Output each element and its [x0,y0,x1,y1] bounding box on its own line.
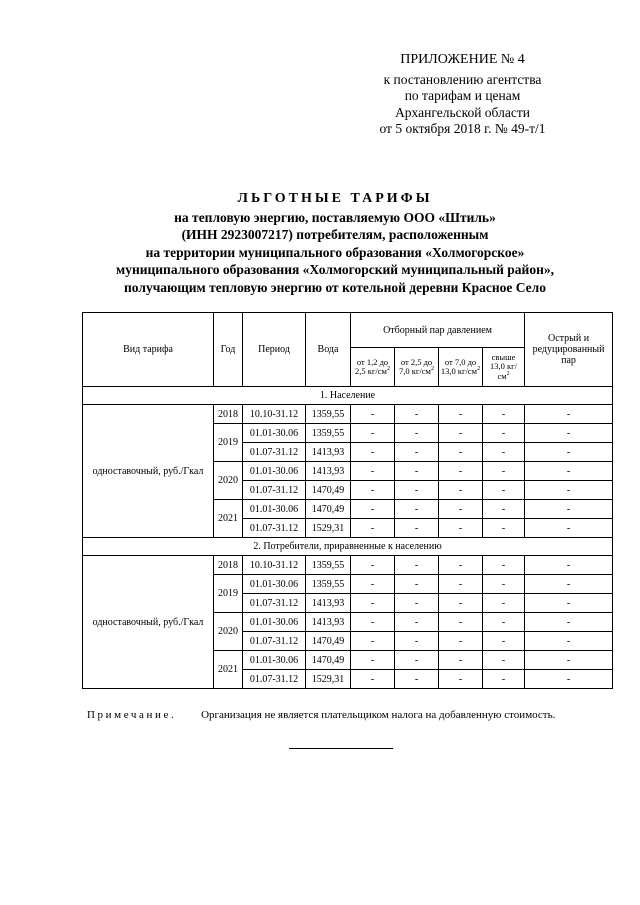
steam-cell: - [395,443,439,462]
water-cell: 1359,55 [306,556,351,575]
header-steam-col: от 2,5 до 7,0 $кг/см^2$ [395,348,439,387]
sharp-steam-cell: - [525,670,613,689]
note-text: Организация не является плательщиком налога на добавленную стоимость. [201,709,556,721]
water-cell: 1470,49 [306,632,351,651]
steam-cell: - [351,500,395,519]
header-steam-col: от 7,0 до 13,0 $кг/см^2$ [439,348,483,387]
main-title: ЛЬГОТНЫЕ ТАРИФЫ [237,191,433,206]
steam-cell: - [439,670,483,689]
steam-cell: - [439,594,483,613]
sharp-steam-cell: - [525,500,613,519]
appendix-line: по тарифам и ценам [404,88,521,103]
water-cell: 1529,31 [306,670,351,689]
steam-cell: - [439,443,483,462]
steam-cell: - [395,575,439,594]
steam-cell: - [483,670,525,689]
appendix-block [355,52,570,138]
tariff-table [82,312,613,689]
sharp-steam-cell: - [525,443,613,462]
water-cell: 1413,93 [306,462,351,481]
steam-cell: - [351,405,395,424]
steam-cell: - [439,500,483,519]
steam-cell: - [483,556,525,575]
steam-cell: - [483,500,525,519]
period-cell: 01.01-30.06 [243,575,306,594]
steam-cell: - [483,443,525,462]
steam-cell: - [351,462,395,481]
period-cell: 01.07-31.12 [243,594,306,613]
header-sharp-steam: Острый и редуцированный пар [525,313,613,387]
period-cell: 01.07-31.12 [243,443,306,462]
steam-cell: - [351,613,395,632]
steam-cell: - [351,632,395,651]
steam-cell: - [483,519,525,538]
steam-cell: - [351,443,395,462]
steam-cell: - [395,519,439,538]
period-cell: 01.01-30.06 [243,462,306,481]
title-line: муниципального образования «Холмогорский муниципальный район», [116,262,554,277]
steam-cell: - [395,500,439,519]
sharp-steam-cell: - [525,462,613,481]
steam-cell: - [483,481,525,500]
steam-cell: - [439,405,483,424]
steam-cell: - [439,575,483,594]
water-cell: 1413,93 [306,594,351,613]
steam-cell: - [395,556,439,575]
period-cell: 01.07-31.12 [243,481,306,500]
table-row [83,405,613,424]
water-cell: 1470,49 [306,651,351,670]
water-cell: 1529,31 [306,519,351,538]
steam-cell: - [395,613,439,632]
period-cell: 01.07-31.12 [243,519,306,538]
steam-cell: - [395,462,439,481]
steam-cell: - [483,651,525,670]
year-cell: 2019 [214,424,243,462]
end-divider [289,748,393,749]
steam-cell: - [351,670,395,689]
section-title: 2. Потребители, приравненные к населению [83,538,613,556]
period-cell: 01.01-30.06 [243,613,306,632]
sharp-steam-cell: - [525,424,613,443]
steam-cell: - [351,594,395,613]
steam-cell: - [439,651,483,670]
header-water: Вода [306,313,351,387]
year-cell: 2018 [214,405,243,424]
year-cell: 2020 [214,613,243,651]
steam-cell: - [351,424,395,443]
period-cell: 10.10-31.12 [243,405,306,424]
steam-cell: - [483,575,525,594]
period-cell: 01.07-31.12 [243,632,306,651]
header-year: Год [214,313,243,387]
title-line: на тепловую энергию, поставляемую ООО «Штиль» [174,209,496,225]
steam-cell: - [439,519,483,538]
period-cell: 01.07-31.12 [243,670,306,689]
steam-cell: - [439,613,483,632]
sharp-steam-cell: - [525,651,613,670]
title-line: получающим тепловую энергию от котельной деревни Красное Село [124,279,546,295]
steam-cell: - [439,424,483,443]
year-cell: 2021 [214,500,243,538]
appendix-line: Архангельской области [395,104,530,120]
sharp-steam-cell: - [525,594,613,613]
appendix-line: к постановлению агентства [383,71,542,87]
steam-cell: - [439,481,483,500]
year-cell: 2019 [214,575,243,613]
appendix-title: ПРИЛОЖЕНИЕ № 4 [400,52,525,67]
water-cell: 1359,55 [306,575,351,594]
sharp-steam-cell: - [525,613,613,632]
tariff-type-cell: одноставочный, руб./Гкал [83,405,214,538]
year-cell: 2018 [214,556,243,575]
steam-cell: - [483,632,525,651]
header-tariff-type: Вид тарифа [83,313,214,387]
header-steam-col: от 1,2 до 2,5 $кг/см^2$ [351,348,395,387]
title-line: (ИНН 2923007217) потребителям, расположенным [181,227,489,242]
sharp-steam-cell: - [525,632,613,651]
steam-cell: - [351,575,395,594]
water-cell: 1413,93 [306,613,351,632]
period-cell: 01.01-30.06 [243,651,306,670]
document-title [40,190,630,296]
section-title: 1. Население [83,387,613,405]
title-line: на территории муниципального образования «Холмогорское» [145,244,525,260]
steam-cell: - [351,556,395,575]
header-steam-col: свыше 13,0 $кг/см^2$ [483,348,525,387]
sharp-steam-cell: - [525,556,613,575]
water-cell: 1470,49 [306,500,351,519]
appendix-line: от 5 октября 2018 г. № 49-т/1 [379,121,546,136]
steam-cell: - [395,632,439,651]
water-cell: 1359,55 [306,424,351,443]
period-cell: 01.01-30.06 [243,424,306,443]
sharp-steam-cell: - [525,575,613,594]
sharp-steam-cell: - [525,481,613,500]
steam-cell: - [483,405,525,424]
footnote [87,709,555,721]
header-period: Период [243,313,306,387]
water-cell: 1413,93 [306,443,351,462]
steam-cell: - [395,481,439,500]
steam-cell: - [395,651,439,670]
water-cell: 1470,49 [306,481,351,500]
steam-cell: - [395,424,439,443]
steam-cell: - [395,594,439,613]
steam-cell: - [483,594,525,613]
header-steam: Отборный пар давлением [351,313,525,348]
steam-cell: - [395,405,439,424]
steam-cell: - [483,462,525,481]
table-row [83,556,613,575]
year-cell: 2020 [214,462,243,500]
note-label: Примечание. [87,709,177,721]
steam-cell: - [351,519,395,538]
steam-cell: - [439,632,483,651]
water-cell: 1359,55 [306,405,351,424]
steam-cell: - [351,651,395,670]
steam-cell: - [483,613,525,632]
sharp-steam-cell: - [525,519,613,538]
steam-cell: - [351,481,395,500]
section-population [83,387,613,538]
tariff-type-cell: одноставочный, руб./Гкал [83,556,214,689]
steam-cell: - [395,670,439,689]
section-equivalent-consumers [83,538,613,689]
sharp-steam-cell: - [525,405,613,424]
steam-cell: - [483,424,525,443]
steam-cell: - [439,556,483,575]
year-cell: 2021 [214,651,243,689]
period-cell: 10.10-31.12 [243,556,306,575]
period-cell: 01.01-30.06 [243,500,306,519]
steam-cell: - [439,462,483,481]
